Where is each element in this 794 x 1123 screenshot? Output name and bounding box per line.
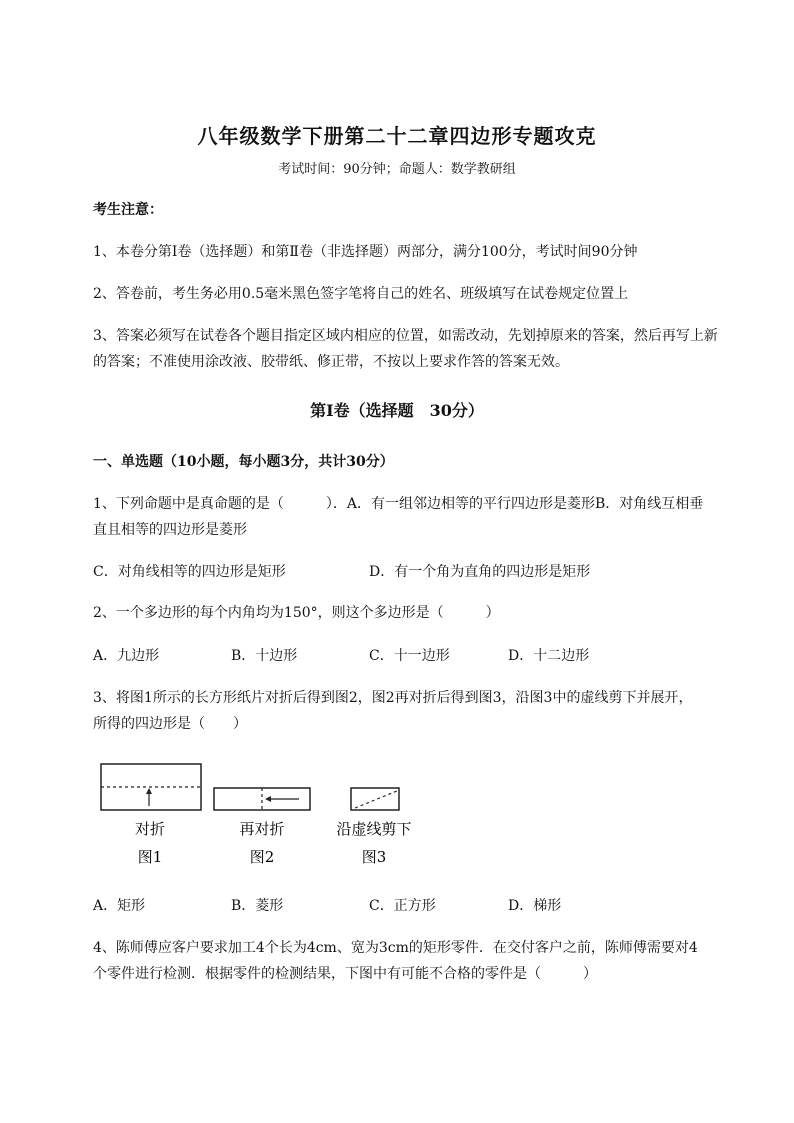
notice-heading: 考生注意：	[93, 202, 163, 218]
figure-3-label: 图3	[361, 848, 387, 866]
figure-1-caption: 对折	[134, 820, 166, 838]
figure-3	[336, 788, 411, 866]
figure-2-label: 图2	[249, 848, 275, 866]
question-2-option-d: D．十二边形	[508, 648, 590, 664]
question-1-option-d: D．有一个角为直角的四边形是矩形	[369, 564, 591, 580]
question-3-option-c: C．正方形	[369, 898, 436, 914]
question-1-option-c: C．对角线相等的四边形是矩形	[93, 564, 286, 580]
question-4-line-2: 个零件进行检测．根据零件的检测结果，下图中有可能不合格的零件是（ ）	[93, 966, 597, 982]
question-3-option-b: B．菱形	[231, 898, 284, 914]
figure-1	[101, 764, 201, 866]
figure-1-label: 图1	[137, 848, 163, 866]
question-1-line-1: 1、下列命题中是真命题的是（ ）．A．有一组邻边相等的平行四边形是菱形B．对角线互相垂	[93, 496, 704, 512]
question-3-line-1: 3、将图1所示的长方形纸片对折后得到图2，图2再对折后得到图3，沿图3中的虚线剪下并展开，	[93, 690, 693, 706]
notice-item-3: 3、答案必须写在试卷各个题目指定区域内相应的位置，如需改动，先划掉原来的答案，然后再写上新	[93, 328, 718, 344]
question-2-option-b: B．十边形	[231, 648, 298, 664]
notice-item-2: 2、答卷前，考生务必用0.5毫米黑色签字笔将自己的姓名、班级填写在试卷规定位置上	[93, 286, 629, 302]
figure-2-caption: 再对折	[239, 820, 285, 838]
question-2-option-c: C．十一边形	[369, 648, 450, 664]
question-3-figure	[93, 758, 433, 874]
figure-3-caption: 沿虚线剪下	[336, 820, 412, 838]
question-3-option-a: A．矩形	[93, 898, 146, 914]
notice-item-3-cont: 的答案；不准使用涂改液、胶带纸、修正带，不按以上要求作答的答案无效。	[93, 354, 569, 370]
section-title: 第Ⅰ卷（选择题 30分）	[310, 401, 484, 420]
notice-item-1: 1、本卷分第Ⅰ卷（选择题）和第Ⅱ卷（非选择题）两部分，满分100分，考试时间90分钟	[93, 244, 638, 260]
question-4-line-1: 4、陈师傅应客户要求加工4个长为4cm、宽为3cm的矩形零件．在交付客户之前，陈师傅需要对4	[93, 940, 698, 956]
page-title: 八年级数学下册第二十二章四边形专题攻克	[197, 124, 597, 148]
question-1-line-2: 直且相等的四边形是菱形	[93, 522, 247, 538]
question-3-option-d: D．梯形	[508, 898, 562, 914]
exam-info: 考试时间：90分钟；命题人：数学教研组	[278, 162, 516, 177]
figure-2	[214, 788, 310, 866]
question-2-line-1: 2、一个多边形的每个内角均为150°，则这个多边形是（ ）	[93, 605, 500, 621]
part-heading: 一、单选题（10小题，每小题3分，共计30分）	[93, 454, 394, 470]
question-3-line-2: 所得的四边形是（ ）	[93, 716, 247, 732]
question-2-option-a: A．九边形	[93, 648, 160, 664]
